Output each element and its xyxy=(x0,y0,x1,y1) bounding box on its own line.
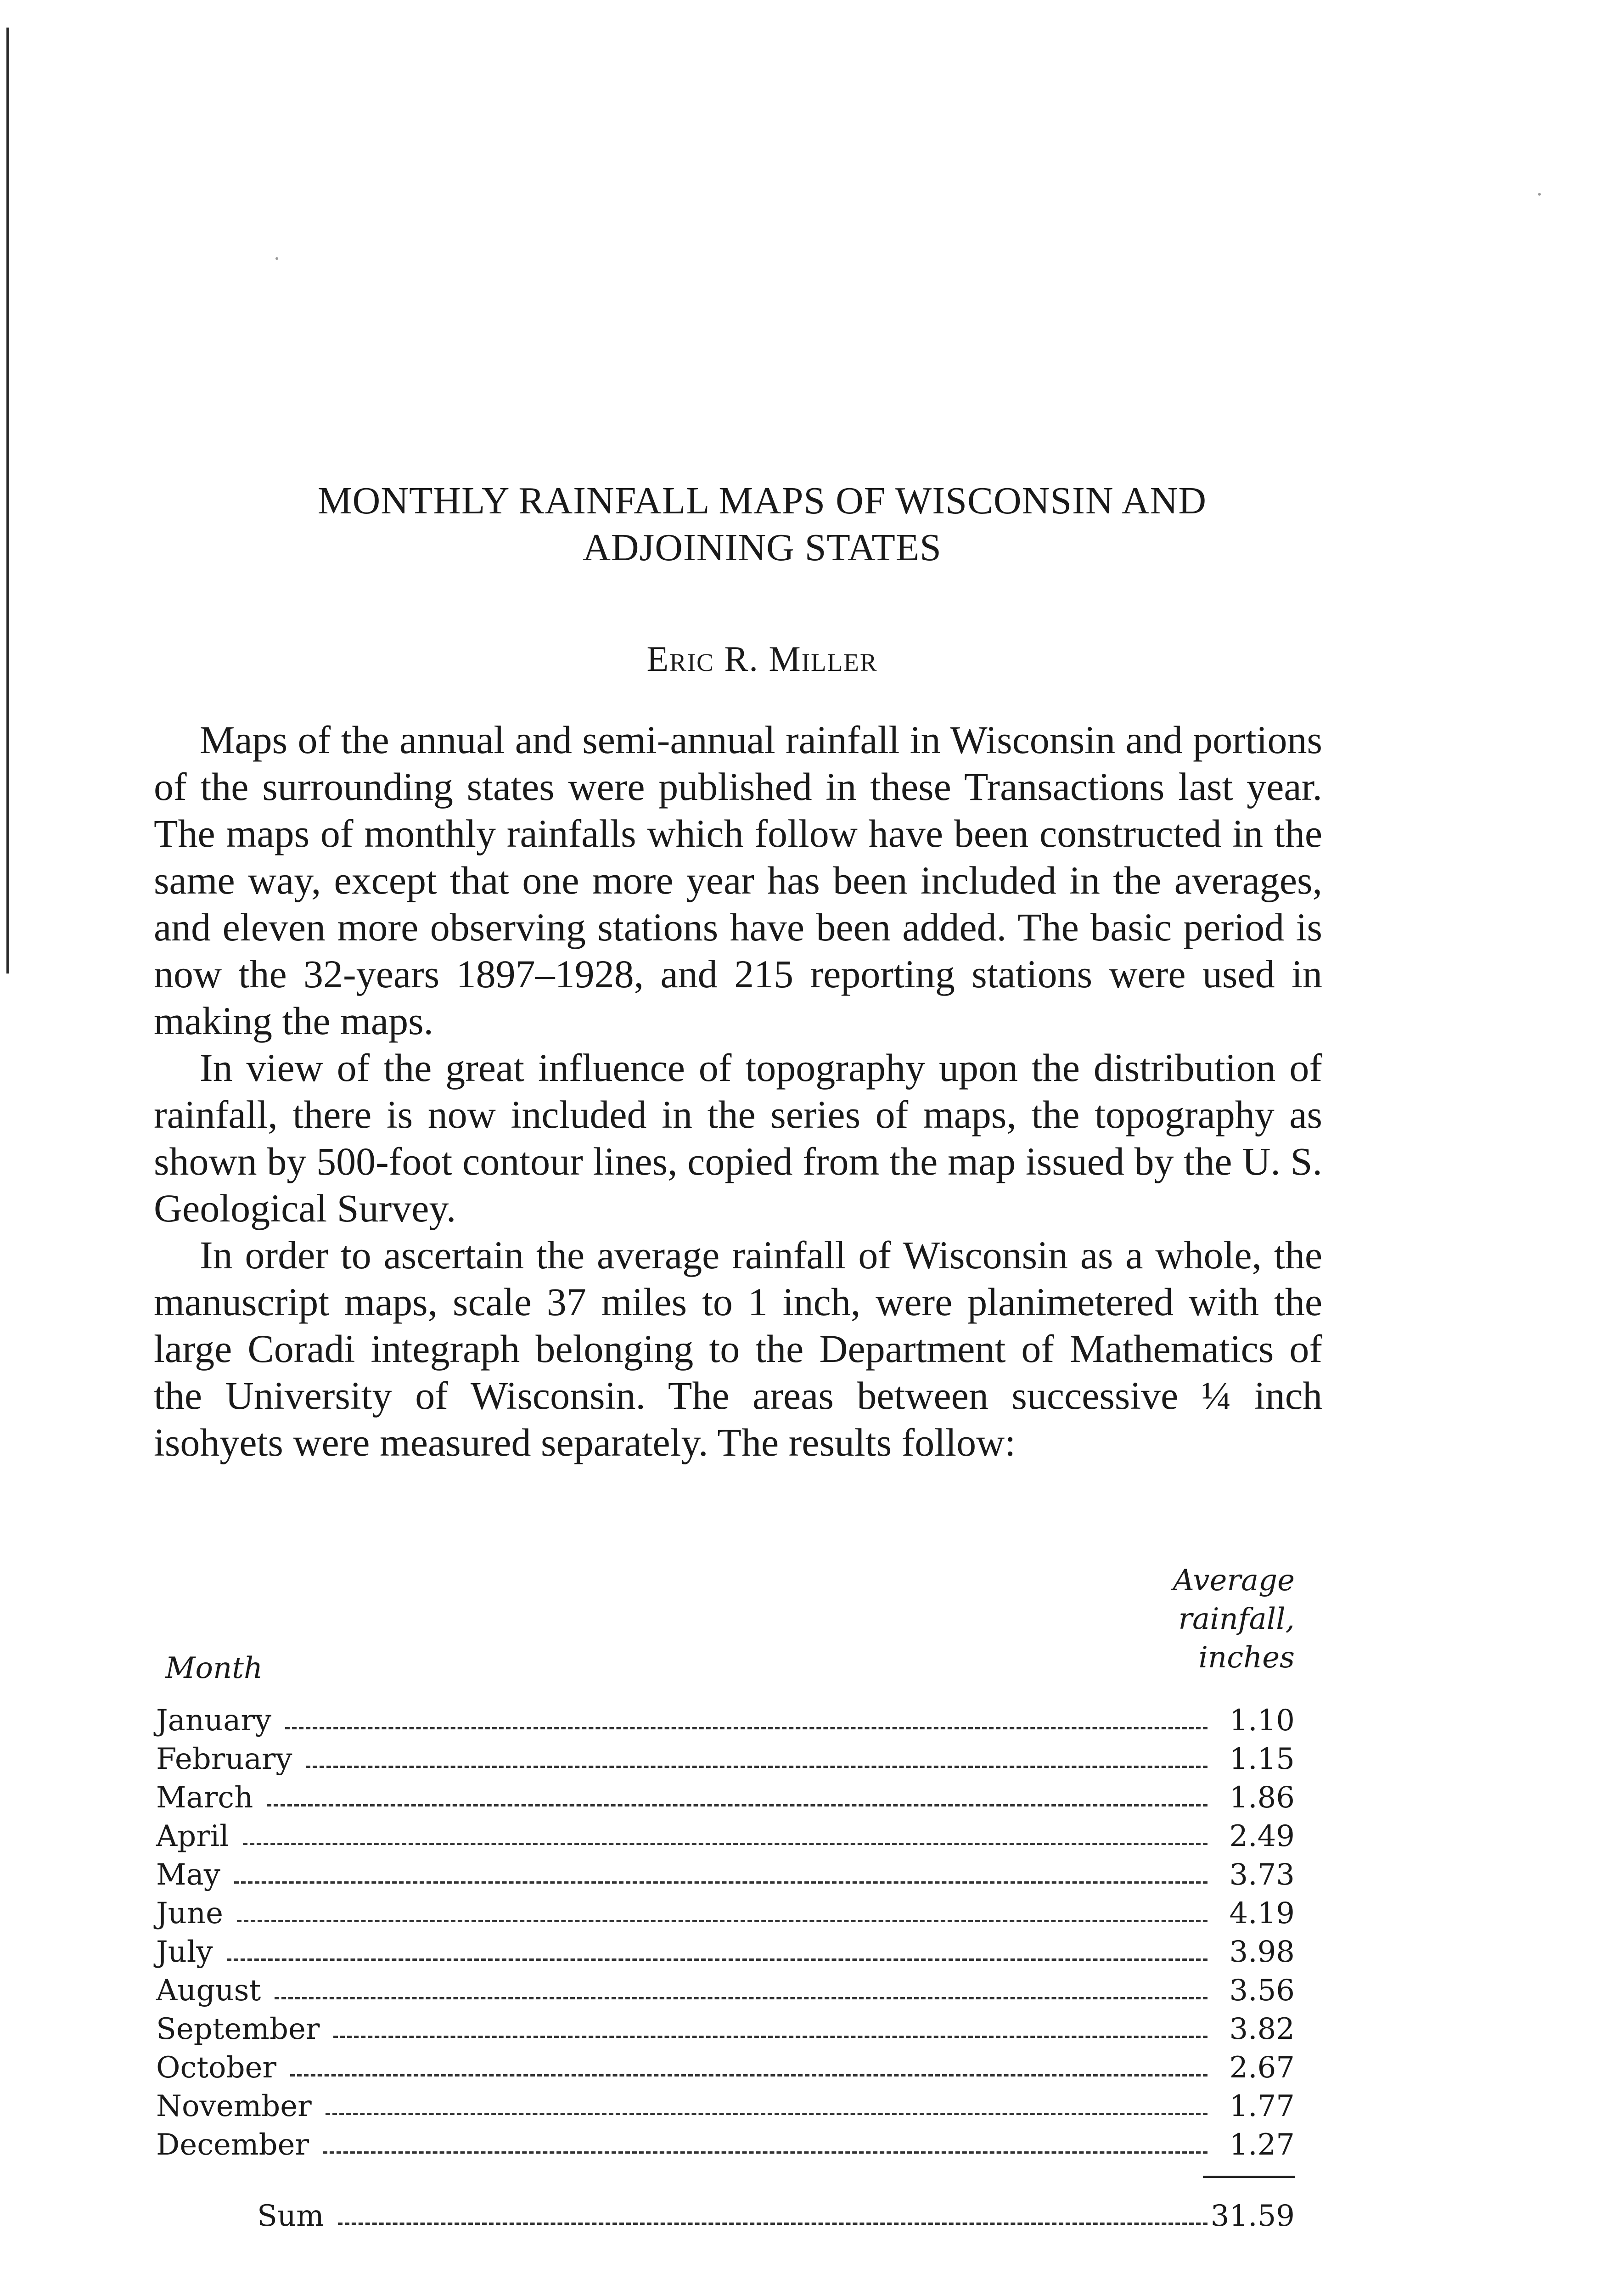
dot-leader xyxy=(243,1843,1207,1845)
rainfall-value: 1.86 xyxy=(1229,1781,1295,1815)
paragraph: Maps of the annual and semi-annual rainfall in Wisconsin and portions of the surrounding states were published in these Transactions last year. The maps of monthly rainfalls which follow have been constructed in the same way, except that one more year has been included in the averages, and eleven more observing stations have been added. The basic period is now the 32-years 1897–1928, and 215 reporting stations were used in making the maps. xyxy=(154,718,1322,1043)
margin-rule xyxy=(6,28,9,974)
month-label: December xyxy=(156,2128,309,2162)
column-header-line: Average xyxy=(1173,1564,1295,1598)
table-row xyxy=(156,2046,1295,2085)
title-line-1: MONTHLY RAINFALL MAPS OF WISCONSIN AND xyxy=(317,479,1207,522)
table-row xyxy=(156,1699,1295,1738)
dot-leader xyxy=(290,2074,1207,2077)
table-row xyxy=(156,1930,1295,1969)
table-header xyxy=(156,1561,1295,1699)
table-row xyxy=(156,2008,1295,2046)
dot-leader xyxy=(333,2036,1207,2038)
dot-leader xyxy=(285,1727,1207,1729)
page-title xyxy=(165,478,1359,571)
table-row xyxy=(156,2085,1295,2123)
month-label: September xyxy=(156,2012,320,2046)
dot-leader xyxy=(267,1804,1207,1806)
month-label: March xyxy=(156,1781,253,1815)
dot-leader xyxy=(338,2223,1207,2225)
title-line-2: ADJOINING STATES xyxy=(583,526,942,569)
rainfall-value: 2.49 xyxy=(1229,1819,1295,1853)
dot-leader xyxy=(234,1881,1207,1884)
scan-speck xyxy=(1538,193,1541,196)
column-header-month: Month xyxy=(165,1651,263,1685)
column-header-line: rainfall, xyxy=(1178,1602,1295,1636)
table-row xyxy=(156,1815,1295,1853)
sum-row xyxy=(156,2195,1295,2233)
column-header-average-rainfall xyxy=(1111,1561,1295,1677)
rainfall-value: 1.77 xyxy=(1229,2089,1295,2123)
month-label: February xyxy=(156,1742,292,1776)
table-row xyxy=(156,1892,1295,1930)
rainfall-value: 1.27 xyxy=(1229,2128,1295,2162)
paragraph: In view of the great influence of topography upon the distribution of rainfall, there is now included in the series of maps, the topography as shown by 500-foot contour lines, copied from the map issued by the U. S. Geological Survey. xyxy=(154,1046,1322,1230)
rainfall-table xyxy=(156,1561,1295,2233)
article-body xyxy=(154,716,1322,1466)
rainfall-value: 3.82 xyxy=(1229,2012,1295,2046)
month-label: June xyxy=(156,1896,223,1930)
dot-leader xyxy=(237,1920,1207,1922)
rainfall-value: 1.10 xyxy=(1229,1704,1295,1738)
month-label: May xyxy=(156,1858,220,1892)
paragraph: In order to ascertain the average rainfall of Wisconsin as a whole, the manuscript maps, scale 37 miles to 1 inch, were planimetered with the large Coradi integraph belonging to the Department of Mathematics of the University of Wisconsin. The areas between successive ¼ inch isohyets were measured separately. The results follow: xyxy=(154,1233,1322,1464)
rainfall-value: 3.56 xyxy=(1229,1974,1295,2008)
dot-leader xyxy=(326,2113,1207,2115)
rainfall-value: 1.15 xyxy=(1229,1742,1295,1776)
table-row xyxy=(156,1969,1295,2008)
table-row xyxy=(156,1853,1295,1892)
dot-leader xyxy=(227,1958,1208,1961)
sum-rule xyxy=(1203,2176,1295,2178)
column-header-line: inches xyxy=(1198,1641,1295,1675)
rainfall-value: 3.73 xyxy=(1229,1858,1295,1892)
month-label: August xyxy=(156,1974,261,2008)
author-name: Eric R. Miller xyxy=(646,639,878,679)
table-row xyxy=(156,1776,1295,1815)
rainfall-value: 2.67 xyxy=(1229,2051,1295,2085)
month-label: October xyxy=(156,2051,276,2085)
month-label: July xyxy=(156,1935,213,1969)
table-row xyxy=(156,1738,1295,1776)
scan-speck xyxy=(275,257,278,260)
dot-leader xyxy=(275,1997,1207,1999)
sum-label: Sum xyxy=(257,2199,324,2233)
dot-leader xyxy=(323,2151,1207,2154)
month-label: April xyxy=(156,1819,229,1853)
rainfall-value: 3.98 xyxy=(1229,1935,1295,1969)
month-label: November xyxy=(156,2089,312,2123)
dot-leader xyxy=(306,1766,1207,1768)
rainfall-value: 4.19 xyxy=(1229,1896,1295,1930)
month-label: January xyxy=(156,1704,272,1738)
table-row xyxy=(156,2123,1295,2162)
sum-value: 31.59 xyxy=(1210,2199,1295,2233)
